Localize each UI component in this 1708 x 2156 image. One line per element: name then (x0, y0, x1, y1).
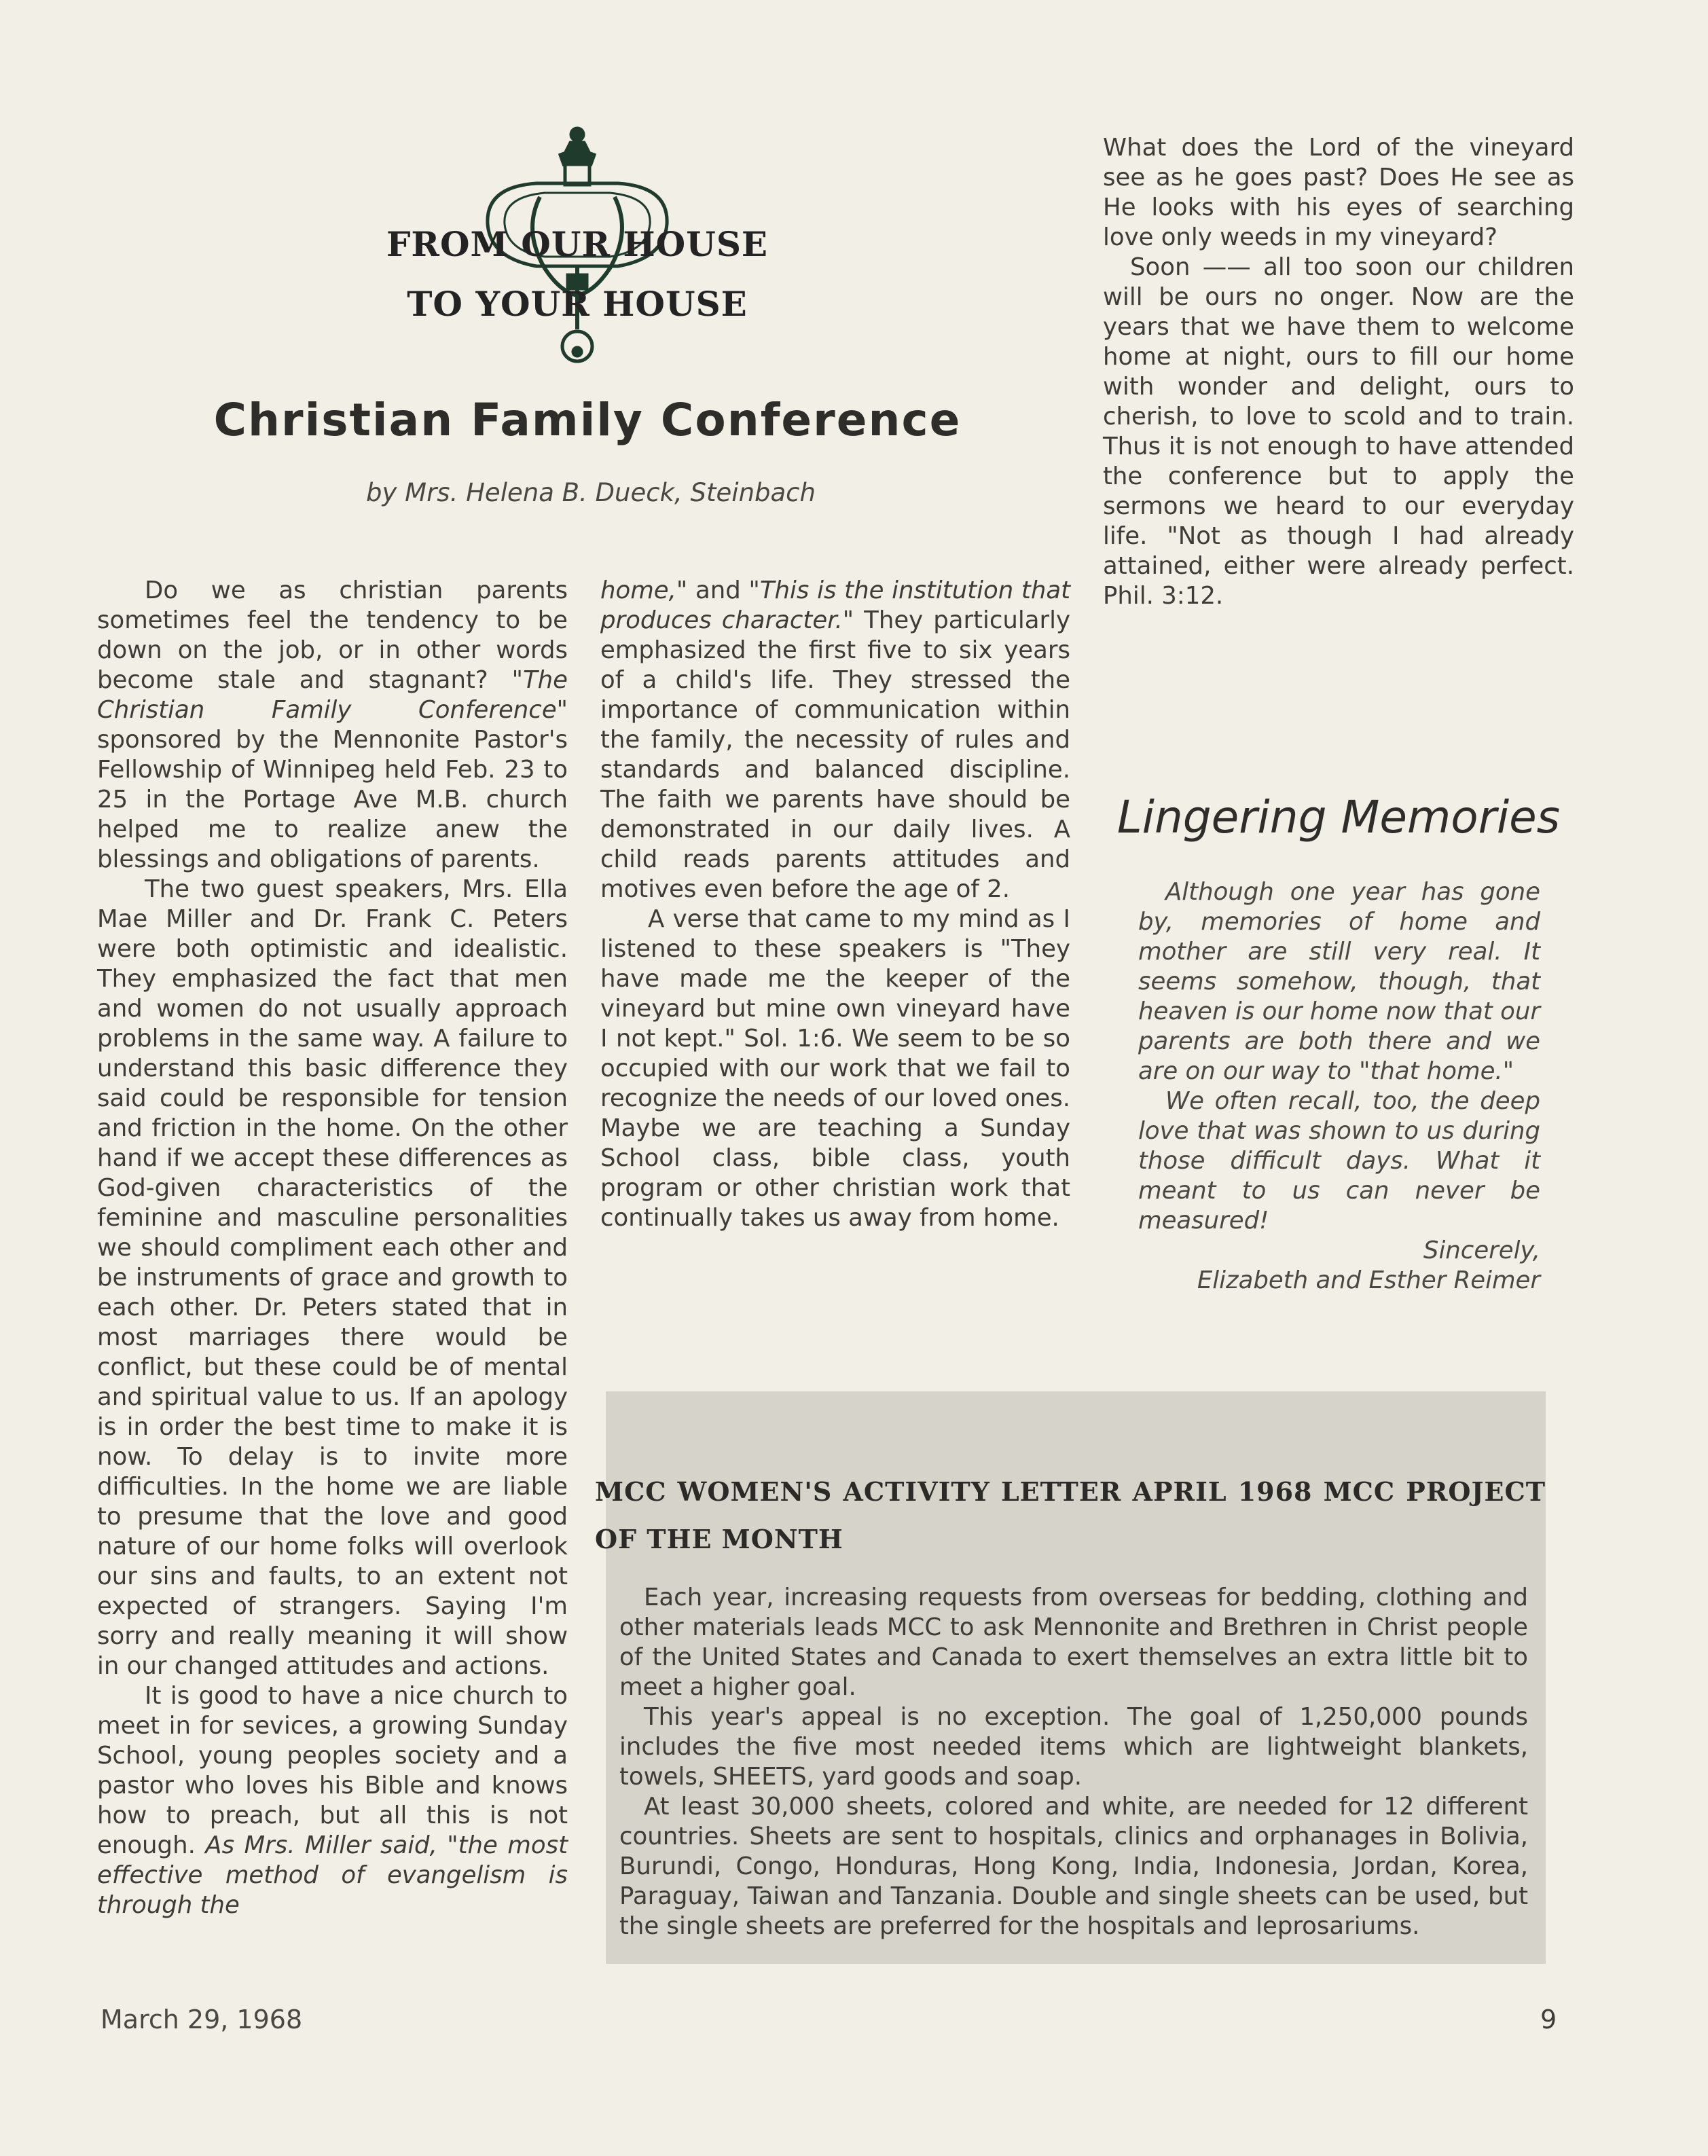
text-span: As Mrs. Miller said, "the most effective method of evangelism is through the (97, 1831, 568, 1919)
column-header (367, 122, 788, 373)
text-span: Do we as christian parents sometimes feel the tendency to be down on the job, or in other words become stale and stagnant? (97, 577, 568, 694)
article-column-1 (97, 576, 568, 1920)
mcc-heading: MCC WOMEN'S ACTIVITY LETTER APRIL 1968 MCC PROJECT OF THE MONTH (595, 1476, 1546, 1554)
lingering-memories-title: Lingering Memories (1116, 791, 1561, 843)
article-paragraph: Soon —— all too soon our children will be ours no onger. Now are the years that we have them to welcome home at night, ours to fill our home with wonder and delight, ours to cherish, to love to scold and to train. Thus it is not enough to have attended the conference but to apply the sermons we heard to our everyday life. "Not as though I had already attained, either were already perfect. Phil. 3:12. (1103, 253, 1574, 610)
letter-paragraph: Although one year has gone by, memories of home and mother are still very real. It seems somehow, though, that heaven is our home now that our parents are both there and we are on our way to "that home." (1138, 878, 1540, 1085)
page-number: 9 (1540, 2005, 1557, 2034)
footer-date: March 29, 1968 (101, 2005, 303, 2034)
mcc-paragraph: At least 30,000 sheets, colored and white, are needed for 12 different countries. Sheets are sent to hospitals, clinics and orphanages in Bolivia, Burundi, Congo, Honduras, Hong Kong, India, Indonesia, Jordan, Korea, Paraguay, Taiwan and Tanzania. Double and single sheets can be used, but the single sheets are preferred for the hospitals and leprosariums. (619, 1793, 1528, 1940)
text-span: and (687, 577, 749, 604)
article-paragraph (97, 1681, 568, 1920)
text-span: It is good to have a nice church to meet in for sevices, a growing Sunday School, young peoples society and a pastor who loves his Bible and knows how to preach, but all this is not enough. (97, 1682, 568, 1859)
text-span: home," (600, 577, 688, 604)
article-column-3 (1103, 133, 1574, 611)
mcc-paragraph: Each year, increasing requests from overseas for bedding, clothing and other materials leads MCC to ask Mennonite and Brethren in Christ people of the United States and Canada to exert themselves an extra little bit to meet a higher goal. (619, 1584, 1528, 1701)
letter-closing: Sincerely, (1423, 1237, 1540, 1264)
article-column-2 (600, 576, 1070, 1233)
mcc-body (619, 1583, 1528, 1941)
text-span: "This is the institution that produces character." (600, 577, 1071, 634)
text-span: "The Christian Family Conference" (97, 666, 568, 724)
mcc-paragraph: This year's appeal is no exception. The goal of 1,250,000 pounds includes the five most needed items which are lightweight blankets, towels, SHEETS, yard goods and soap. (619, 1703, 1528, 1791)
article-paragraph: The two guest speakers, Mrs. Ella Mae Miller and Dr. Frank C. Peters were both optimistic and idealistic. They emphasized the fact that men and women do not usually approach problems in the same way. A failure to understand this basic difference they said could be responsible for tension and friction in the home. On the other hand if we accept these differences as God-given characteristics of the feminine and masculine personalities we should compliment each other and be instruments of grace and growth to each other. Dr. Peters stated that in most marriages there would be conflict, but these could be of mental and spiritual value to us. If an apology is in order the best time to make it is now. To delay is to invite more difficulties. In the home we are liable to presume that the love and good nature of our home folks will overlook our sins and faults, to an extent not expected of strangers. Saying I'm sorry and really meaning it will show in our changed attitudes and actions. (97, 875, 568, 1680)
header-line-1: FROM OUR HOUSE (386, 224, 769, 264)
article-paragraph (97, 576, 568, 875)
article-paragraph (600, 576, 1070, 905)
text-span: sponsored by the Mennonite Pastor's Fellowship of Winnipeg held Feb. 23 to 25 in the Portage Ave M.B. church helped me to realize anew the blessings and obligations of parents. (97, 726, 568, 873)
letter-paragraph: We often recall, too, the deep love that was shown to us during those difficult days. What it meant to us can never be measured! (1138, 1087, 1540, 1235)
article-paragraph: A verse that came to my mind as I listened to these speakers is "They have made me the keeper of the vineyard but mine own vineyard have I not kept." Sol. 1:6. We seem to be so occupied with our work that we fail to recognize the needs of our loved ones. Maybe we are teaching a Sunday School class, bible class, youth program or other christian work that continually takes us away from home. (600, 905, 1070, 1232)
text-span: They particularly emphasized the first five to six years of a child's life. They stressed the importance of communication within the family, the necessity of rules and standards and balanced discipline. The faith we parents have should be demonstrated in our daily lives. A child reads parents attitudes and motives even before the age of 2. (600, 606, 1070, 903)
lingering-memories-letter (1138, 877, 1540, 1296)
article-paragraph: What does the Lord of the vineyard see as he goes past? Does He see as He looks with his eyes of searching love only weeds in my vineyard? (1103, 134, 1574, 251)
article-byline: by Mrs. Helena B. Dueck, Steinbach (366, 478, 816, 507)
letter-signature: Elizabeth and Esther Reimer (1197, 1266, 1540, 1294)
header-line-2: TO YOUR HOUSE (407, 284, 748, 324)
article-title: Christian Family Conference (213, 394, 962, 446)
